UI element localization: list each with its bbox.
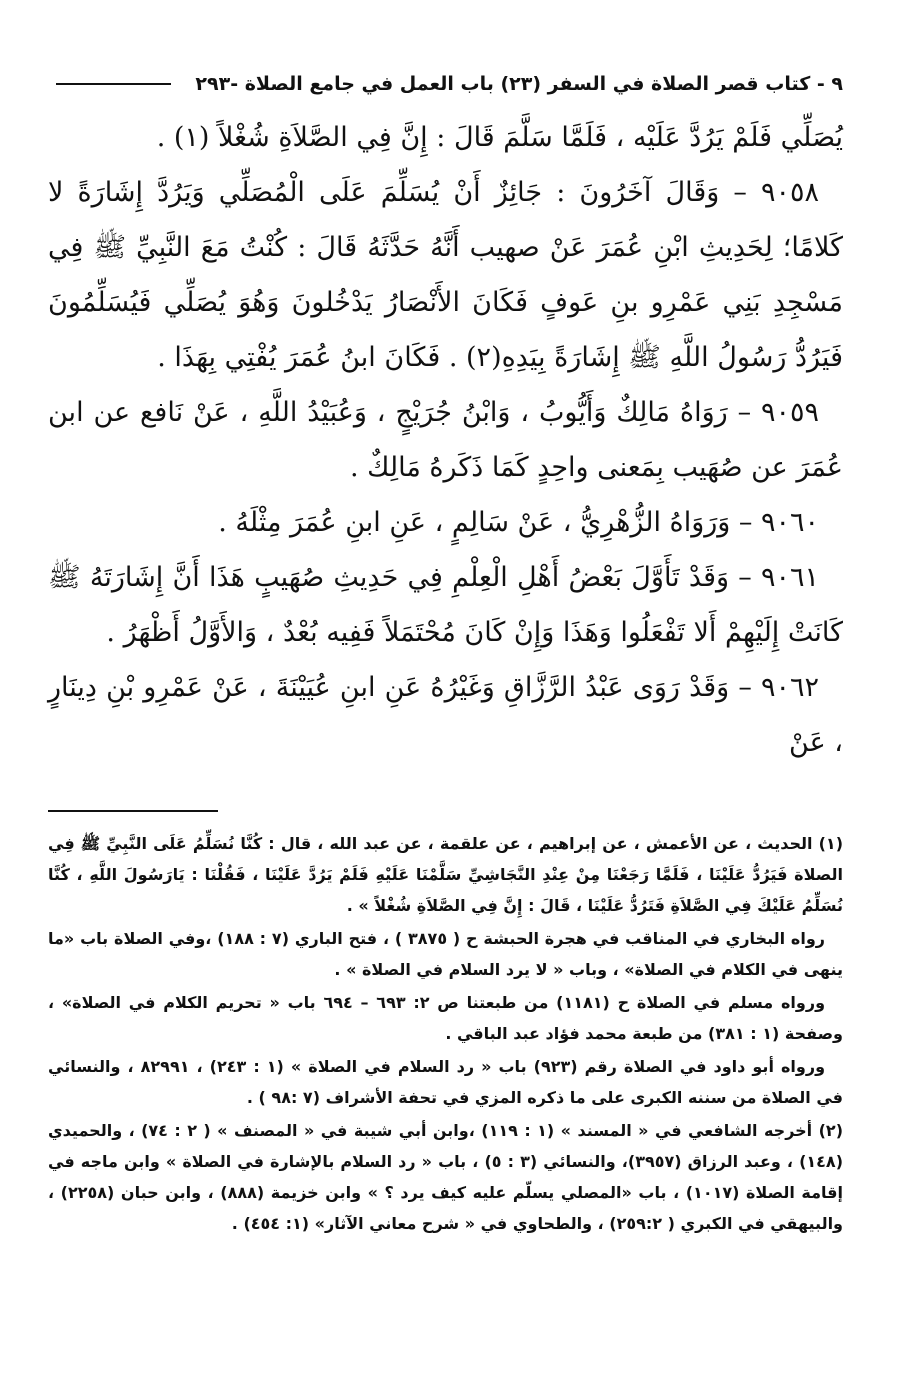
paragraph-continuation: يُصَلِّي فَلَمْ يَرُدَّ عَلَيْه ، فَلَمَّا سَلَّمَ قَالَ : إِنَّ فِي الصَّلاَةِ شُغْلاً (١) .: [156, 122, 843, 153]
book-page: [48, 60, 843, 1353]
paragraph-9058: ٩٠٥٨ – وَقَالَ آخَرُونَ : جَائِزٌ أَنْ يُسَلِّمَ عَلَى الْمُصَلِّي وَيَرُدَّ إِشَارَةً لا كَلامًا؛ لِحَدِيثِ ابْنِ عُمَرَ عَنْ صهيب أَنَّهُ حَدَّثَهُ قَالَ : كُنْتُ مَعَ النَّبِيِّ ﷺ فِي مَسْجِدِ بَنِي عَمْرِو بنِ عَوفٍ فَكَانَ الأَنْصَارُ يَدْخُلونَ وَهُوَ يُصَلِّي فَيُسَلِّمُونَ فَيَرُدُّ رَسُولُ اللَّهِ ﷺ إِشَارَةً بِيَدِهِ(٢) . فَكَانَ ابنُ عُمَرَ يُفْتِي بِهَذَا .: [48, 177, 843, 373]
paragraph-9060: ٩٠٦٠ – وَرَوَاهُ الزُّهْرِيُّ ، عَنْ سَالِمٍ ، عَنِ ابنِ عُمَرَ مِثْلَهُ .: [218, 507, 819, 538]
footnote-1: (١) الحديث ، عن الأعمش ، عن إبراهيم ، عن علقمة ، عن عبد الله ، قال : كُنَّا نُسَلِّمُ عَلَى النَّبِيِّ ﷺ فِي الصلاة فَيَرُدُّ عَلَيْنَا ، فَلَمَّا رَجَعْنَا مِنْ عِنْدِ النَّجَاشِيِّ سَلَّمْنَا عَلَيْهِ فَلَمْ يَرُدَّ عَلَيْنَا ، فَقُلْنَا : يَارَسُولَ اللَّهِ ، كُنَّا نُسَلِّمُ عَلَيْكَ فِي الصَّلاَةِ فَتَرُدُّ عَلَيْنَا ، قَالَ : إِنَّ فِي الصَّلاَةِ شُغْلاً » .: [48, 834, 843, 915]
footnote-1-muslim: ورواه مسلم في الصلاة ح (١١٨١) من طبعتنا ص ٢: ٦٩٣ – ٦٩٤ باب « تحريم الكلام في الصلاة» ، وصفحة (١ : ٣٨١) من طبعة محمد فؤاد عبد الباقي .: [48, 993, 843, 1043]
header-rule: [56, 83, 171, 85]
footnotes: [48, 828, 843, 1239]
paragraph-9062: ٩٠٦٢ – وَقَدْ رَوَى عَبْدُ الرَّزَّاقِ وَغَيْرُهُ عَنِ ابنِ عُيَيْنَةَ ، عَنْ عَمْرِو بْنِ دِينَارٍ ، عَنْ: [48, 672, 843, 758]
main-text: [48, 110, 843, 770]
footnote-1-abu-dawud: ورواه أبو داود في الصلاة رقم (٩٢٣) باب « رد السلام في الصلاة » (١ : ٢٤٣) ، ٨٢٩٩١ ، والنسائي في الصلاة من سننه الكبرى على ما ذكره المزي في تحفة الأشراف (٧ :٩٨ ) .: [48, 1057, 843, 1107]
paragraph-9061: ٩٠٦١ – وَقَدْ تَأَوَّلَ بَعْضُ أَهْلِ الْعِلْمِ فِي حَدِيثِ صُهَيبٍ هَذَا أَنَّ إِشَارَتَهُ ﷺ كَانَتْ إِلَيْهِمْ أَلا تَفْعَلُوا وَهَذَا وَإِنْ كَانَ مُحْتَمَلاً فَفِيه بُعْدٌ ، وَالأَوَّلُ أَظْهَرُ .: [48, 562, 843, 648]
paragraph-9059: ٩٠٥٩ – رَوَاهُ مَالِكٌ وَأَيُّوبُ ، وَابْنُ جُرَيْجٍ ، وَعُبَيْدُ اللَّهِ ، عَنْ نَافع عن ابن عُمَرَ عن صُهَيب بِمَعنى واحِدٍ كَمَا ذَكَرهُ مَالِكٌ .: [48, 397, 843, 483]
running-header: [48, 60, 843, 108]
footnote-1-bukhari: رواه البخاري في المناقب في هجرة الحبشة ح ( ٣٨٧٥ ) ، فتح الباري (٧ : ١٨٨) ،وفي الصلاة باب «ما ينهى في الكلام في الصلاة» ، وباب « لا يرد السلام في الصلاة » .: [48, 929, 843, 979]
header-title: ٩ - كتاب قصر الصلاة في السفر (٢٣) باب العمل في جامع الصلاة -٢٩٣: [195, 73, 843, 95]
footnote-separator: [48, 810, 218, 812]
footnote-2: (٢) أخرجه الشافعي في « المسند » (١ : ١١٩) ،وابن أبي شيبة في « المصنف » ( ٢ : ٧٤) ، والحميدي (١٤٨) ، وعبد الرزاق (٣٩٥٧)، والنسائي (٣ : ٥) ، باب « رد السلام بالإشارة في الصلاة » وابن ماجه في إقامة الصلاة (١٠١٧) ، باب «المصلي يسلّم عليه كيف يرد ؟ » وابن خزيمة (٨٨٨) ، وابن حبان (٢٢٥٨) ، والبيهقي في الكبري ( ٢٥٩:٢) ، والطحاوي في « شرح معاني الآثار» (١: ٤٥٤) .: [48, 1121, 843, 1233]
